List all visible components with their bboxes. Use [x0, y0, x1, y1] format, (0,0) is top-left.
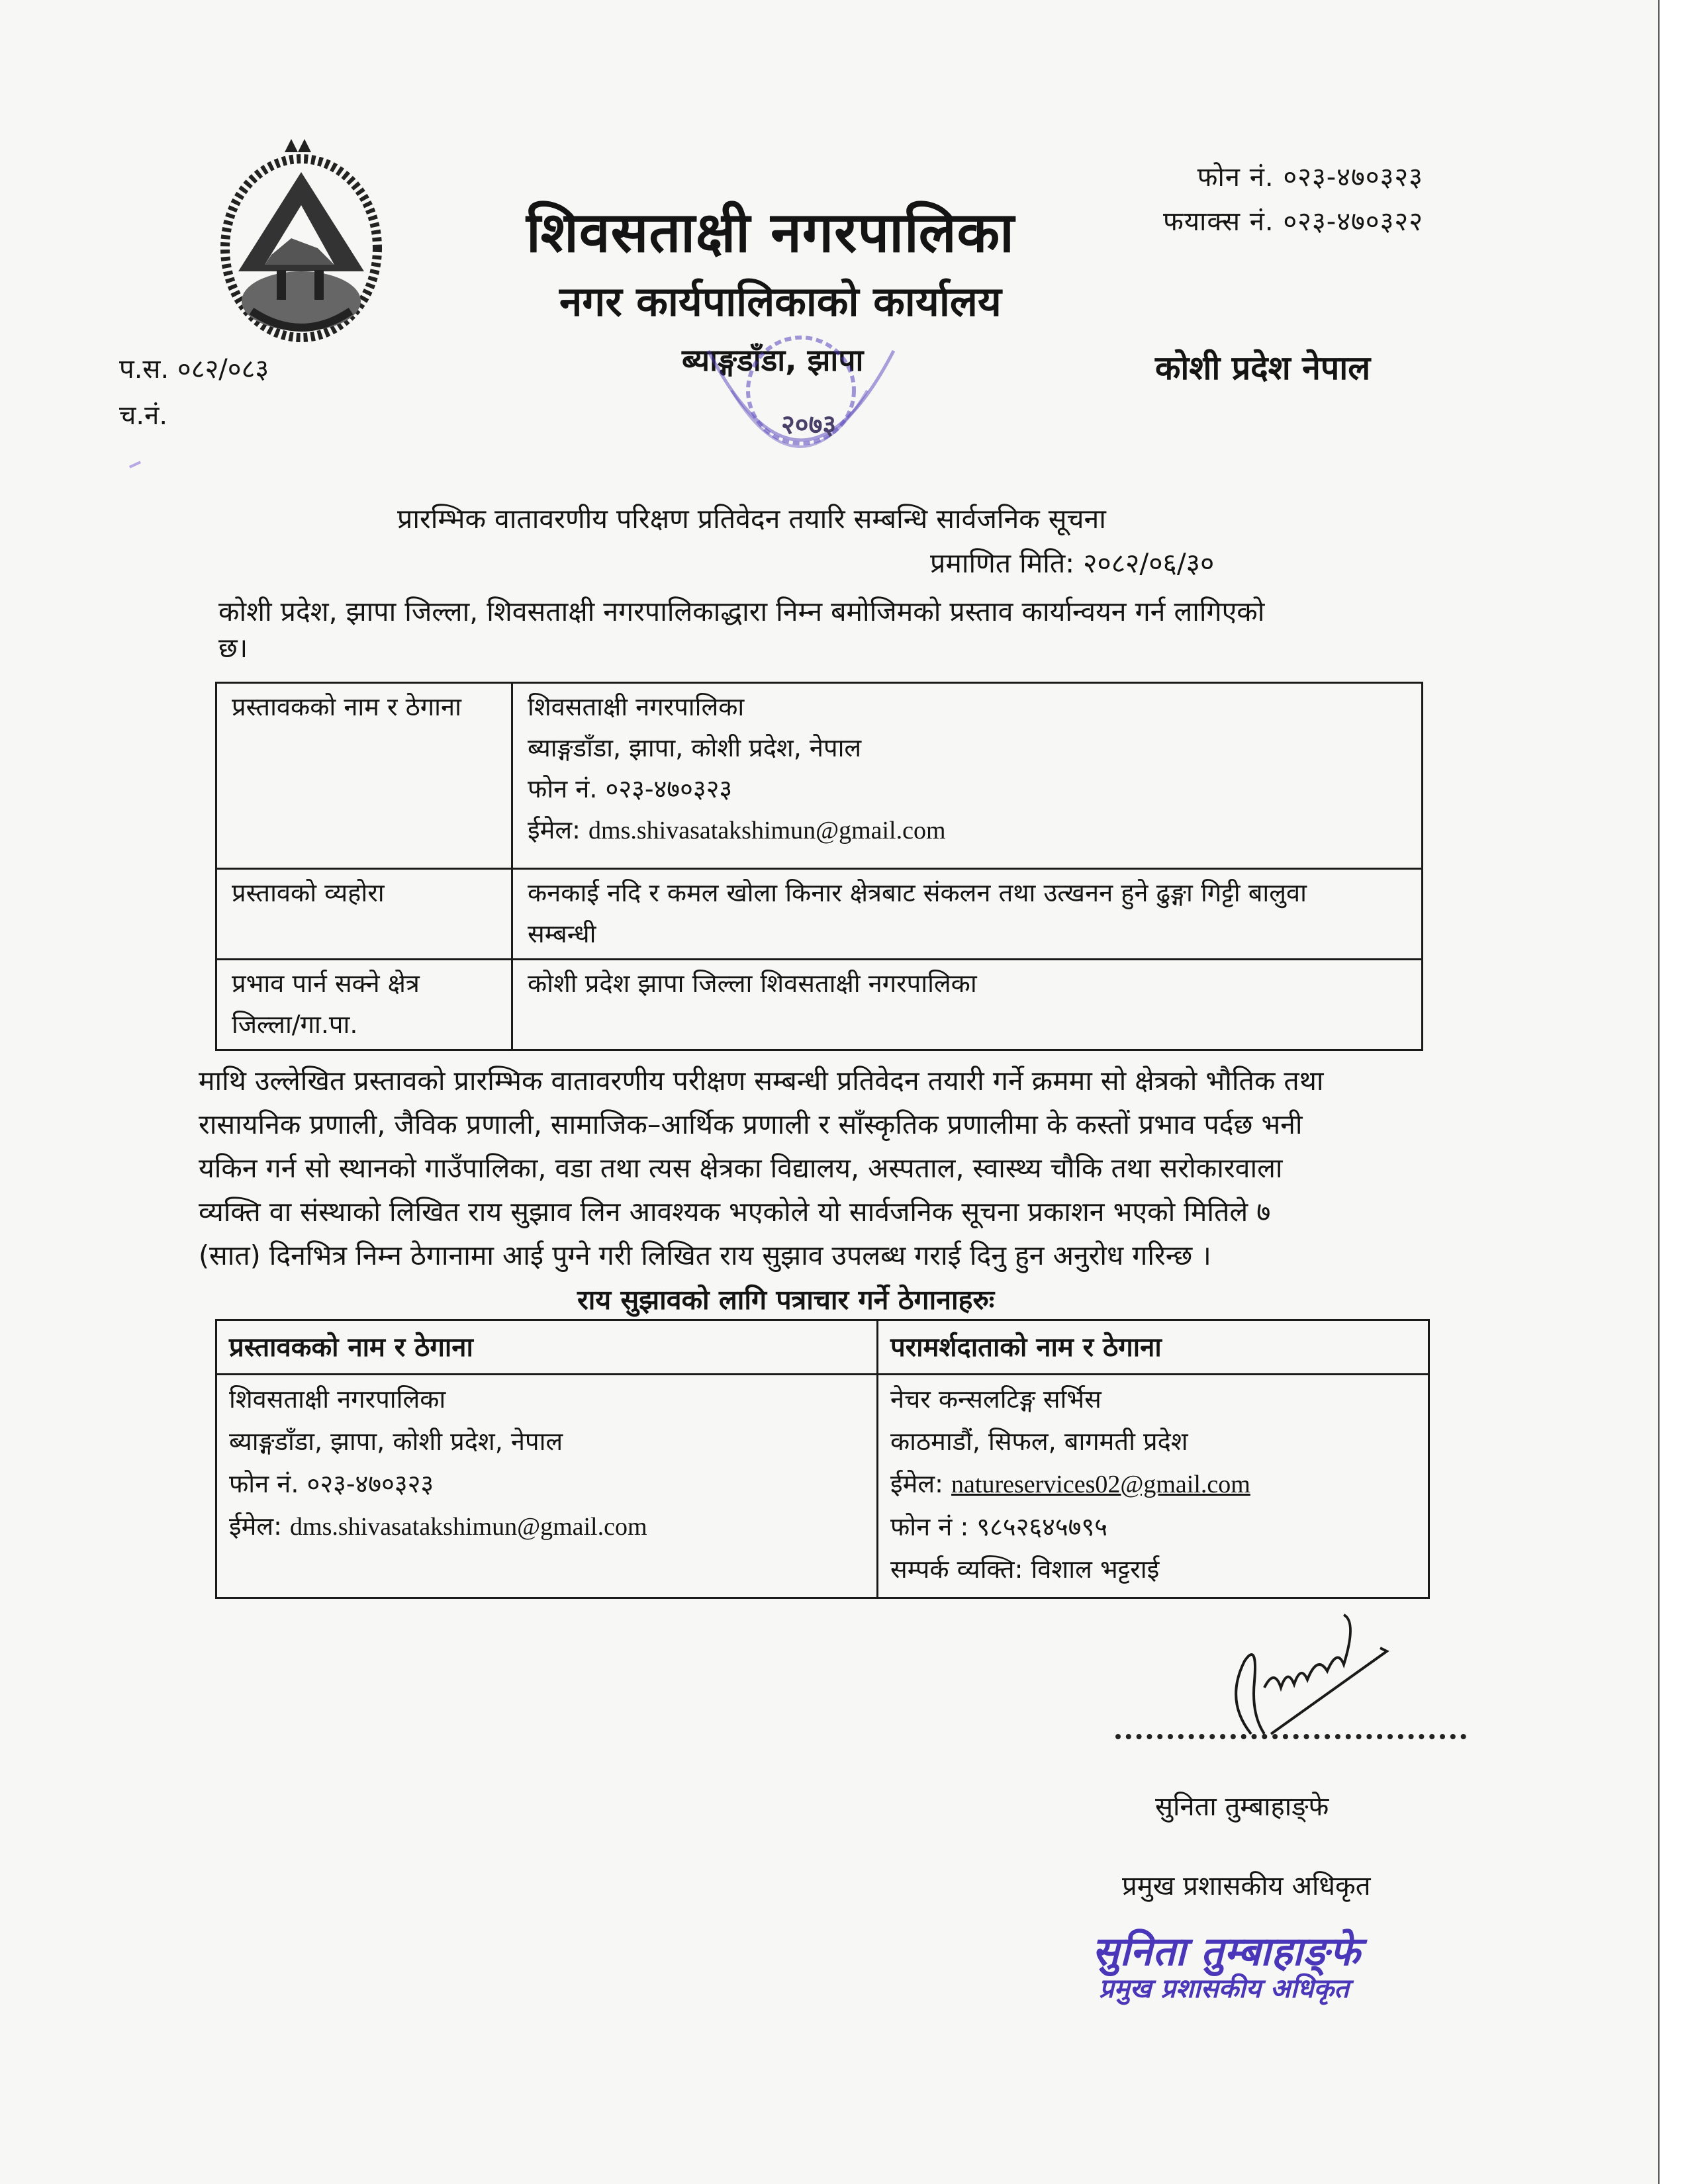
consultant-email[interactable]: natureservices02@gmail.com: [951, 1471, 1250, 1498]
body-line: रासायनिक प्रणाली, जैविक प्रणाली, सामाजिक–आर्थिक प्रणाली र साँस्कृतिक प्रणालीमा के कस्तों प्रभाव पर्दछ भनी: [199, 1109, 1303, 1140]
office-address: ब्याङ्गडाँडा, झापा: [682, 342, 864, 378]
table-row: [216, 683, 1423, 869]
proponent-details: [512, 683, 1423, 869]
consultant-contact-person: सम्पर्क व्यक्ति: विशाल भट्टराई: [890, 1555, 1160, 1584]
body-line: (सात) दिनभित्र निम्न ठेगानामा आई पुग्ने गरी लिखित राय सुझाव उपलब्ध गराई दिनु हुन अनुरोध गरिन्छ ।: [199, 1240, 1211, 1271]
province-country: कोशी प्रदेश नेपाल: [1155, 349, 1371, 387]
proponent-address: ब्याङ्गडाँडा, झापा, कोशी प्रदेश, नेपाल: [229, 1427, 563, 1456]
affected-area-label: [216, 960, 512, 1050]
consultant-phone: फोन नं : ९८५२६४५७९५: [890, 1512, 1107, 1541]
contacts-table: [215, 1319, 1430, 1599]
consultant-email-line: [890, 1463, 1416, 1506]
proponent-name: शिवसताक्षी नगरपालिका: [229, 1385, 446, 1414]
email-label: ईमेल:: [229, 1512, 282, 1541]
certified-date: प्रमाणित मिति: २०८२/०६/३०: [930, 547, 1215, 579]
intro-text-line-1: कोशी प्रदेश, झापा जिल्ला, शिवसताक्षी नगरपालिकाद्धारा निम्न बमोजिमको प्रस्ताव कार्यान्वयन गर्न लागिएको: [218, 596, 1265, 627]
notice-body: [199, 1059, 1430, 1277]
signatory-title: प्रमुख प्रशासकीय अधिकृत: [1122, 1871, 1371, 1901]
dispatch-number: च.नं.: [119, 400, 168, 431]
proponent-phone: फोन नं. ०२३-४७०३२३: [229, 1469, 434, 1498]
proponent-contact: [216, 1375, 878, 1598]
table-row: [216, 1375, 1429, 1598]
seal-stamp-name: सुनिता तुम्बाहाङ्फे: [1092, 1929, 1361, 1975]
affected-area-label-line-2: जिल्ला/गा.पा.: [232, 1010, 358, 1039]
proponent-header: प्रस्तावकको नाम र ठेगाना: [216, 1320, 878, 1375]
proponent-email[interactable]: dms.shivasatakshimun@gmail.com: [588, 817, 946, 844]
table-header-row: [216, 1320, 1429, 1375]
consultant-header: परामर्शदाताको नाम र ठेगाना: [878, 1320, 1429, 1375]
table-row: [216, 960, 1423, 1050]
table-row: [216, 869, 1423, 960]
email-label: ईमेल:: [890, 1469, 943, 1498]
affected-area-label-line-1: प्रभाव पार्न सक्ने क्षेत्र: [232, 969, 420, 998]
consultant-address: काठमाडौं, सिफल, बागमती प्रदेश: [890, 1427, 1188, 1456]
svg-text:२०७३: २०७३: [781, 410, 837, 440]
email-label: ईमेल:: [528, 815, 581, 844]
proponent-phone: फोन नं. ०२३-४७०३२३: [528, 774, 733, 803]
office-phone: फोन नं. ०२३-४७०३२३: [1197, 162, 1423, 193]
proponent-email-line: [229, 1505, 865, 1548]
proposal-subject-line-2: सम्बन्धी: [528, 919, 596, 948]
proponent-address: ब्याङ्गडाँडा, झापा, कोशी प्रदेश, नेपाल: [528, 733, 862, 762]
office-fax: फयाक्स नं. ०२३-४७०३२२: [1163, 206, 1423, 237]
nepal-emblem-icon: [192, 132, 410, 351]
signature-line: [1115, 1734, 1466, 1739]
proponent-label: प्रस्तावकको नाम र ठेगाना: [216, 683, 512, 869]
proposal-subject-line-1: कनकाई नदि र कमल खोला किनार क्षेत्रबाट संकलन तथा उत्खनन हुने ढुङ्गा गिट्टी बालुवा: [528, 878, 1307, 907]
proponent-email[interactable]: dms.shivasatakshimun@gmail.com: [290, 1513, 647, 1541]
body-line: व्यक्ति वा संस्थाको लिखित राय सुझाव लिन आवश्यक भएकोले यो सार्वजनिक सूचना प्रकाशन भएको मितिले ७: [199, 1196, 1271, 1228]
proponent-name: शिवसताक्षी नगरपालिका: [528, 692, 745, 721]
body-line: माथि उल्लेखित प्रस्तावको प्रारम्भिक वातावरणीय परीक्षण सम्बन्धी प्रतिवेदन तयारी गर्ने क्रममा सो क्षेत्रको भौतिक तथा: [199, 1065, 1324, 1097]
contacts-heading: राय सुझावको लागि पत्राचार गर्ने ठेगानाहरुः: [577, 1284, 995, 1316]
consultant-name: नेचर कन्सलटिङ्ग सर्भिस: [890, 1385, 1102, 1414]
intro-text-line-2: छ।: [218, 632, 248, 664]
affected-area: कोशी प्रदेश झापा जिल्ला शिवसताक्षी नगरपालिका: [512, 960, 1423, 1050]
seal-stamp-title: प्रमुख प्रशासकीय अधिकृत: [1099, 1974, 1349, 2004]
notice-title: प्रारम्भिक वातावरणीय परिक्षण प्रतिवेदन तयारि सम्बन्धि सार्वजनिक सूचना: [397, 503, 1106, 535]
municipality-name: शिवसताक्षी नगरपालिका: [526, 200, 1015, 265]
signatory-name: सुनिता तुम्बाहाङ्फे: [1155, 1792, 1329, 1822]
fiscal-year-reference: प.स. ०८२/०८३: [119, 354, 269, 385]
handwritten-signature: [1218, 1602, 1417, 1754]
ink-mark: [129, 461, 141, 468]
consultant-contact: [878, 1375, 1429, 1598]
office-name: नगर कार्यपालिकाको कार्यालय: [559, 277, 1002, 326]
proposal-subject: [512, 869, 1423, 960]
body-line: यकिन गर्न सो स्थानको गाउँपालिका, वडा तथा त्यस क्षेत्रका विद्यालय, अस्पताल, स्वास्थ्य चौकि तथा सरोकारवाला: [199, 1152, 1283, 1184]
page-margin: [1660, 0, 1688, 2184]
proposal-subject-label: प्रस्तावको व्यहोरा: [216, 869, 512, 960]
proposal-table: [215, 682, 1423, 1051]
proponent-email-line: [528, 809, 1407, 851]
